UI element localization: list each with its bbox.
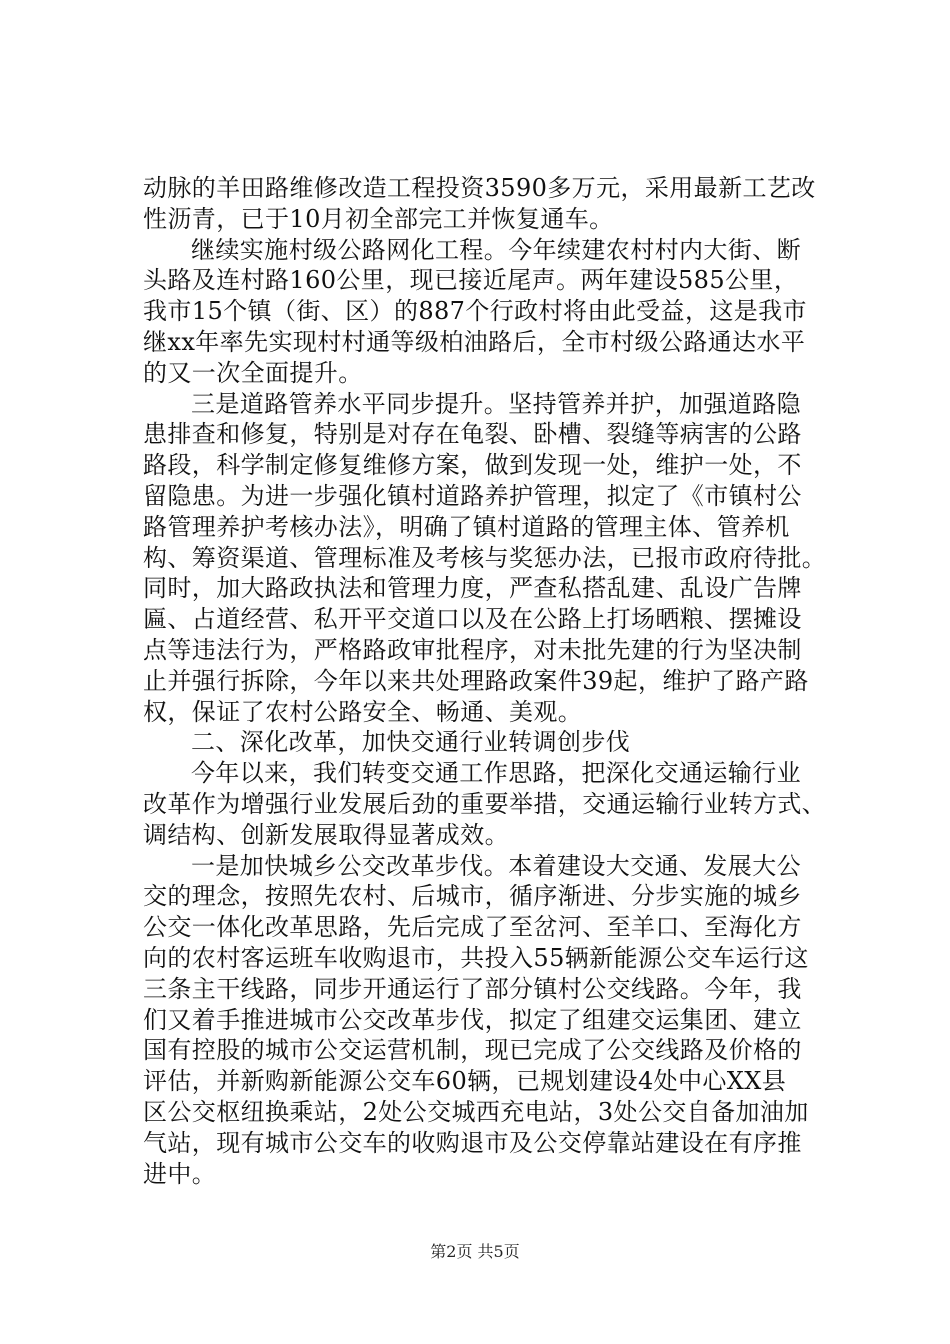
text-line: 继xx年率先实现村村通等级柏油路后，全市村级公路通达水平	[143, 327, 806, 356]
body-text	[143, 173, 827, 1189]
text-line: 继续实施村级公路网化工程。今年续建农村村内大街、断	[191, 235, 801, 264]
text-line: 向的农村客运班车收购退市，共投入55辆新能源公交车运行这	[143, 943, 809, 972]
text-line: 患排查和修复，特别是对存在龟裂、卧槽、裂缝等病害的公路	[143, 420, 802, 449]
text-line: 动脉的羊田路维修改造工程投资3590多万元，采用最新工艺改	[143, 174, 816, 202]
text-line: 同时，加大路政执法和管理力度，严查私搭乱建、乱设广告牌	[143, 574, 802, 603]
text-line: 留隐患。为进一步强化镇村道路养护管理，拟定了《市镇村公	[143, 481, 802, 510]
text-line: 今年以来，我们转变交通工作思路，把深化交通运输行业	[191, 759, 801, 788]
text-line: 气站，现有城市公交车的收购退市及公交停靠站建设在有序推	[143, 1128, 802, 1157]
text-line: 三条主干线路，同步开通运行了部分镇村公交线路。今年，我	[143, 974, 802, 1003]
text-line: 构、筹资渠道、管理标准及考核与奖惩办法，已报市政府待批。	[143, 543, 827, 572]
text-line: 二、深化改革，加快交通行业转调创步伐	[191, 728, 631, 757]
text-line: 点等违法行为，严格路政审批程序，对未批先建的行为坚决制	[143, 635, 802, 664]
text-line: 交的理念，按照先农村、后城市，循序渐进、分步实施的城乡	[143, 882, 802, 911]
text-line: 评估，并新购新能源公交车60辆，已规划建设4处中心XX县	[143, 1067, 787, 1096]
text-line: 权，保证了农村公路安全、畅通、美观。	[143, 697, 583, 726]
text-line: 路管理养护考核办法》，明确了镇村道路的管理主体、管养机	[143, 512, 790, 541]
text-line: 公交一体化改革思路，先后完成了至岔河、至羊口、至海化方	[143, 913, 802, 942]
text-line: 们又着手推进城市公交改革步伐，拟定了组建交运集团、建立	[143, 1005, 802, 1034]
text-line: 改革作为增强行业发展后劲的重要举措，交通运输行业转方式、	[143, 789, 827, 818]
text-line: 我市15个镇（街、区）的887个行政村将由此受益，这是我市	[143, 297, 807, 326]
text-line: 止并强行拆除，今年以来共处理路政案件39起，维护了路产路	[143, 666, 809, 695]
text-line: 进中。	[143, 1159, 217, 1188]
text-line: 匾、占道经营、私开平交道口以及在公路上打场晒粮、摆摊设	[143, 605, 802, 634]
text-line: 区公交枢纽换乘站，2处公交城西充电站，3处公交自备加油加	[143, 1097, 809, 1126]
text-line: 性沥青，已于10月初全部完工并恢复通车。	[143, 204, 614, 233]
text-line: 头路及连村路160公里，现已接近尾声。两年建设585公里，	[143, 266, 799, 295]
text-line: 三是道路管养水平同步提升。坚持管养并护，加强道路隐	[191, 389, 801, 418]
text-line: 国有控股的城市公交运营机制，现已完成了公交线路及价格的	[143, 1036, 802, 1065]
text-line: 路段，科学制定修复维修方案，做到发现一处，维护一处，不	[143, 451, 802, 480]
text-line: 一是加快城乡公交改革步伐。本着建设大交通、发展大公	[191, 851, 801, 880]
text-line: 调结构、创新发展取得显著成效。	[143, 820, 509, 849]
text-line: 的又一次全面提升。	[143, 358, 363, 387]
page-footer: 第2页 共5页	[430, 1242, 520, 1261]
